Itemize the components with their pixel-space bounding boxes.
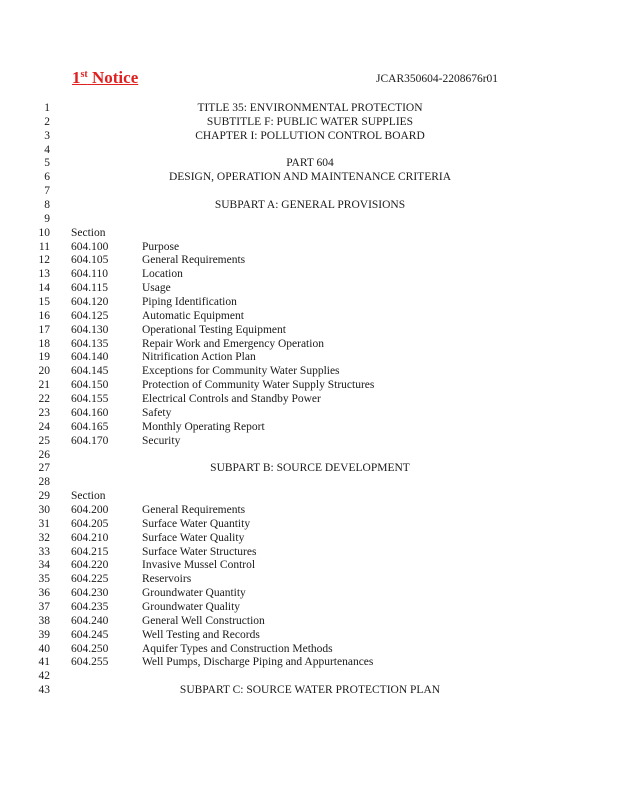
section-number: 604.160	[71, 406, 109, 419]
section-title: Reservoirs	[142, 573, 192, 586]
line-number: 11	[38, 240, 50, 253]
section-title: Protection of Community Water Supply Structures	[142, 379, 375, 392]
line-number: 10	[38, 226, 50, 239]
section-title: Exceptions for Community Water Supplies	[142, 365, 340, 378]
section-number: 604.220	[71, 559, 109, 572]
section-title: General Requirements	[142, 254, 246, 267]
line-number: 25	[38, 434, 50, 447]
document-id: JCAR350604-2208676r01	[376, 73, 499, 85]
line-number: 6	[44, 171, 50, 184]
section-title: Electrical Controls and Standby Power	[142, 393, 321, 406]
notice-superscript: st	[80, 69, 88, 80]
line-number: 21	[38, 379, 50, 392]
line-number: 9	[44, 212, 50, 225]
section-title: Surface Water Quantity	[142, 517, 251, 530]
section-number: 604.135	[71, 337, 109, 350]
section-number: 604.140	[71, 351, 109, 364]
line-number: 28	[38, 476, 50, 489]
line-number: 13	[38, 268, 50, 281]
section-number: 604.110	[71, 268, 108, 281]
section-number: 604.155	[71, 393, 109, 406]
line-number: 38	[38, 614, 50, 627]
section-number: 604.130	[71, 323, 109, 336]
section-number: 604.245	[71, 628, 109, 641]
line-number: 14	[38, 282, 50, 295]
section-title: General Well Construction	[142, 614, 265, 627]
line-number: 34	[38, 559, 50, 572]
section-title: Security	[142, 434, 181, 447]
section-label: Section	[71, 226, 106, 239]
line-number: 42	[38, 670, 50, 683]
line-number: 23	[38, 406, 50, 419]
section-title: Safety	[142, 406, 172, 419]
line-number: 24	[38, 420, 50, 433]
section-number: 604.170	[71, 434, 109, 447]
line-number: 5	[44, 157, 50, 170]
line-number: 19	[38, 351, 50, 364]
line-number: 41	[38, 656, 50, 669]
section-number: 604.100	[71, 240, 109, 253]
section-title: Monthly Operating Report	[142, 420, 265, 433]
section-title: Piping Identification	[142, 296, 237, 309]
section-title: General Requirements	[142, 503, 246, 516]
line-number: 33	[38, 545, 50, 558]
subpart-c-heading: SUBPART C: SOURCE WATER PROTECTION PLAN	[179, 684, 441, 697]
section-number: 604.115	[71, 282, 108, 295]
section-number: 604.205	[71, 517, 109, 530]
notice-number: 1	[72, 68, 81, 87]
section-title: Purpose	[142, 240, 180, 253]
chapter-heading: CHAPTER I: POLLUTION CONTROL BOARD	[195, 129, 425, 142]
section-title: Nitrification Action Plan	[142, 351, 256, 364]
part-heading: PART 604	[286, 157, 334, 170]
part-name-heading: DESIGN, OPERATION AND MAINTENANCE CRITERIA	[168, 171, 452, 184]
section-number: 604.105	[71, 254, 109, 267]
line-number: 43	[38, 684, 50, 697]
section-title: Location	[142, 268, 183, 281]
section-title: Well Pumps, Discharge Piping and Appurtenances	[142, 656, 374, 669]
line-number: 4	[44, 143, 50, 156]
section-title: Surface Water Quality	[142, 531, 245, 544]
section-number: 604.230	[71, 587, 109, 600]
title-heading: TITLE 35: ENVIRONMENTAL PROTECTION	[197, 102, 423, 114]
line-number: 12	[38, 254, 50, 267]
line-number: 8	[44, 199, 50, 212]
section-title: Surface Water Structures	[142, 545, 257, 558]
subpart-b-heading: SUBPART B: SOURCE DEVELOPMENT	[210, 462, 410, 475]
subtitle-heading: SUBTITLE F: PUBLIC WATER SUPPLIES	[206, 115, 414, 128]
line-number: 40	[38, 642, 50, 655]
section-number: 604.210	[71, 531, 109, 544]
section-title: Groundwater Quantity	[142, 587, 246, 600]
section-number: 604.225	[71, 573, 109, 586]
section-number: 604.200	[71, 503, 109, 516]
section-title: Aquifer Types and Construction Methods	[142, 642, 333, 655]
line-number: 15	[38, 296, 50, 309]
line-number: 27	[38, 462, 50, 475]
section-label: Section	[71, 490, 106, 503]
section-number: 604.255	[71, 656, 109, 669]
section-number: 604.150	[71, 379, 109, 392]
section-title: Usage	[142, 282, 171, 295]
line-number: 35	[38, 573, 50, 586]
section-number: 604.125	[71, 309, 109, 322]
section-number: 604.240	[71, 614, 109, 627]
line-number: 16	[38, 309, 50, 322]
section-number: 604.120	[71, 296, 109, 309]
section-number: 604.250	[71, 642, 109, 655]
section-title: Automatic Equipment	[142, 309, 244, 322]
line-number: 3	[44, 129, 50, 142]
line-number: 26	[38, 448, 50, 461]
line-number: 29	[38, 490, 50, 503]
section-title: Well Testing and Records	[142, 628, 260, 641]
line-number: 22	[38, 393, 50, 406]
line-number: 31	[38, 517, 50, 530]
line-number: 37	[38, 600, 50, 613]
section-number: 604.235	[71, 600, 109, 613]
line-number: 30	[38, 503, 50, 516]
line-number: 7	[44, 185, 50, 198]
line-number: 36	[38, 587, 50, 600]
line-number: 17	[38, 323, 50, 336]
section-number: 604.215	[71, 545, 109, 558]
section-number: 604.145	[71, 365, 109, 378]
section-title: Repair Work and Emergency Operation	[142, 337, 324, 350]
section-title: Operational Testing Equipment	[142, 323, 286, 336]
line-number: 20	[38, 365, 50, 378]
subpart-a-heading: SUBPART A: GENERAL PROVISIONS	[214, 199, 406, 212]
line-number: 18	[38, 337, 50, 350]
line-number: 2	[44, 115, 50, 128]
line-number: 32	[38, 531, 50, 544]
section-number: 604.165	[71, 420, 109, 433]
line-number: 39	[38, 628, 50, 641]
section-title: Groundwater Quality	[142, 600, 241, 613]
notice-label	[72, 68, 138, 88]
section-title: Invasive Mussel Control	[142, 559, 256, 572]
notice-word: Notice	[91, 68, 139, 87]
line-number: 1	[44, 102, 50, 114]
